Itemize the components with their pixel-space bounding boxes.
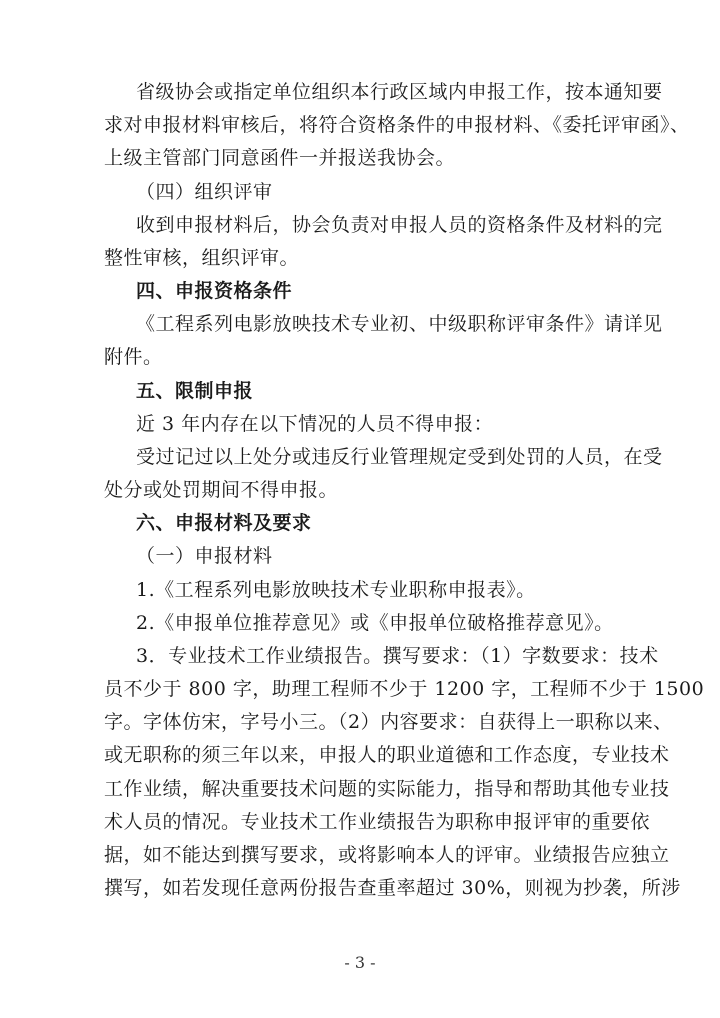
paragraph-line: 撰写，如若发现任意两份报告查重率超过 30%，则视为抄袭，所涉 xyxy=(104,877,681,899)
paragraph-line: 术人员的情况。专业技术工作业绩报告为职称申报评审的重要依 xyxy=(104,811,651,833)
paragraph-line: 或无职称的须三年以来，申报人的职业道德和工作态度，专业技术 xyxy=(104,744,670,766)
list-item: 2.《申报单位推荐意见》或《申报单位破格推荐意见》。 xyxy=(136,612,614,634)
paragraph-line: 上级主管部门同意函件一并报送我协会。 xyxy=(104,147,456,169)
paragraph-line: 处分或处罚期间不得申报。 xyxy=(104,479,339,501)
list-item: 1.《工程系列电影放映技术专业职称申报表》。 xyxy=(136,579,536,601)
paragraph-line: 求对申报材料审核后，将符合资格条件的申报材料、《委托评审函》、 xyxy=(104,114,690,136)
paragraph-line: 省级协会或指定单位组织本行政区域内申报工作，按本通知要 xyxy=(136,81,663,103)
paragraph-line: 字。字体仿宋，字号小三。（2）内容要求：自获得上一职称以来、 xyxy=(104,711,673,733)
list-item: 3．专业技术工作业绩报告。撰写要求：（1）字数要求：技术 xyxy=(136,645,659,667)
paragraph-line: 附件。 xyxy=(104,346,163,368)
paragraph-line: 受过记过以上处分或违反行业管理规定受到处罚的人员，在受 xyxy=(136,446,663,468)
section-heading: 六、申报材料及要求 xyxy=(136,512,312,534)
paragraph-line: 据，如不能达到撰写要求，或将影响本人的评审。业绩报告应独立 xyxy=(104,844,670,866)
paragraph-line: 近 3 年内存在以下情况的人员不得申报： xyxy=(136,413,494,435)
subsection-heading: （四）组织评审 xyxy=(136,181,273,203)
page-number: - 3 - xyxy=(344,953,376,972)
paragraph-line: 《工程系列电影放映技术专业初、中级职称评审条件》请详见 xyxy=(136,313,663,335)
paragraph-line: 工作业绩，解决重要技术问题的实际能力，指导和帮助其他专业技 xyxy=(104,778,670,800)
paragraph-line: 员不少于 800 字，助理工程师不少于 1200 字，工程师不少于 1500 xyxy=(104,678,705,700)
subsection-heading: （一）申报材料 xyxy=(136,545,273,567)
paragraph-line: 收到申报材料后，协会负责对申报人员的资格条件及材料的完 xyxy=(136,214,663,236)
section-heading: 四、申报资格条件 xyxy=(136,280,293,302)
section-heading: 五、限制申报 xyxy=(136,380,254,402)
paragraph-line: 整性审核，组织评审。 xyxy=(104,247,300,269)
